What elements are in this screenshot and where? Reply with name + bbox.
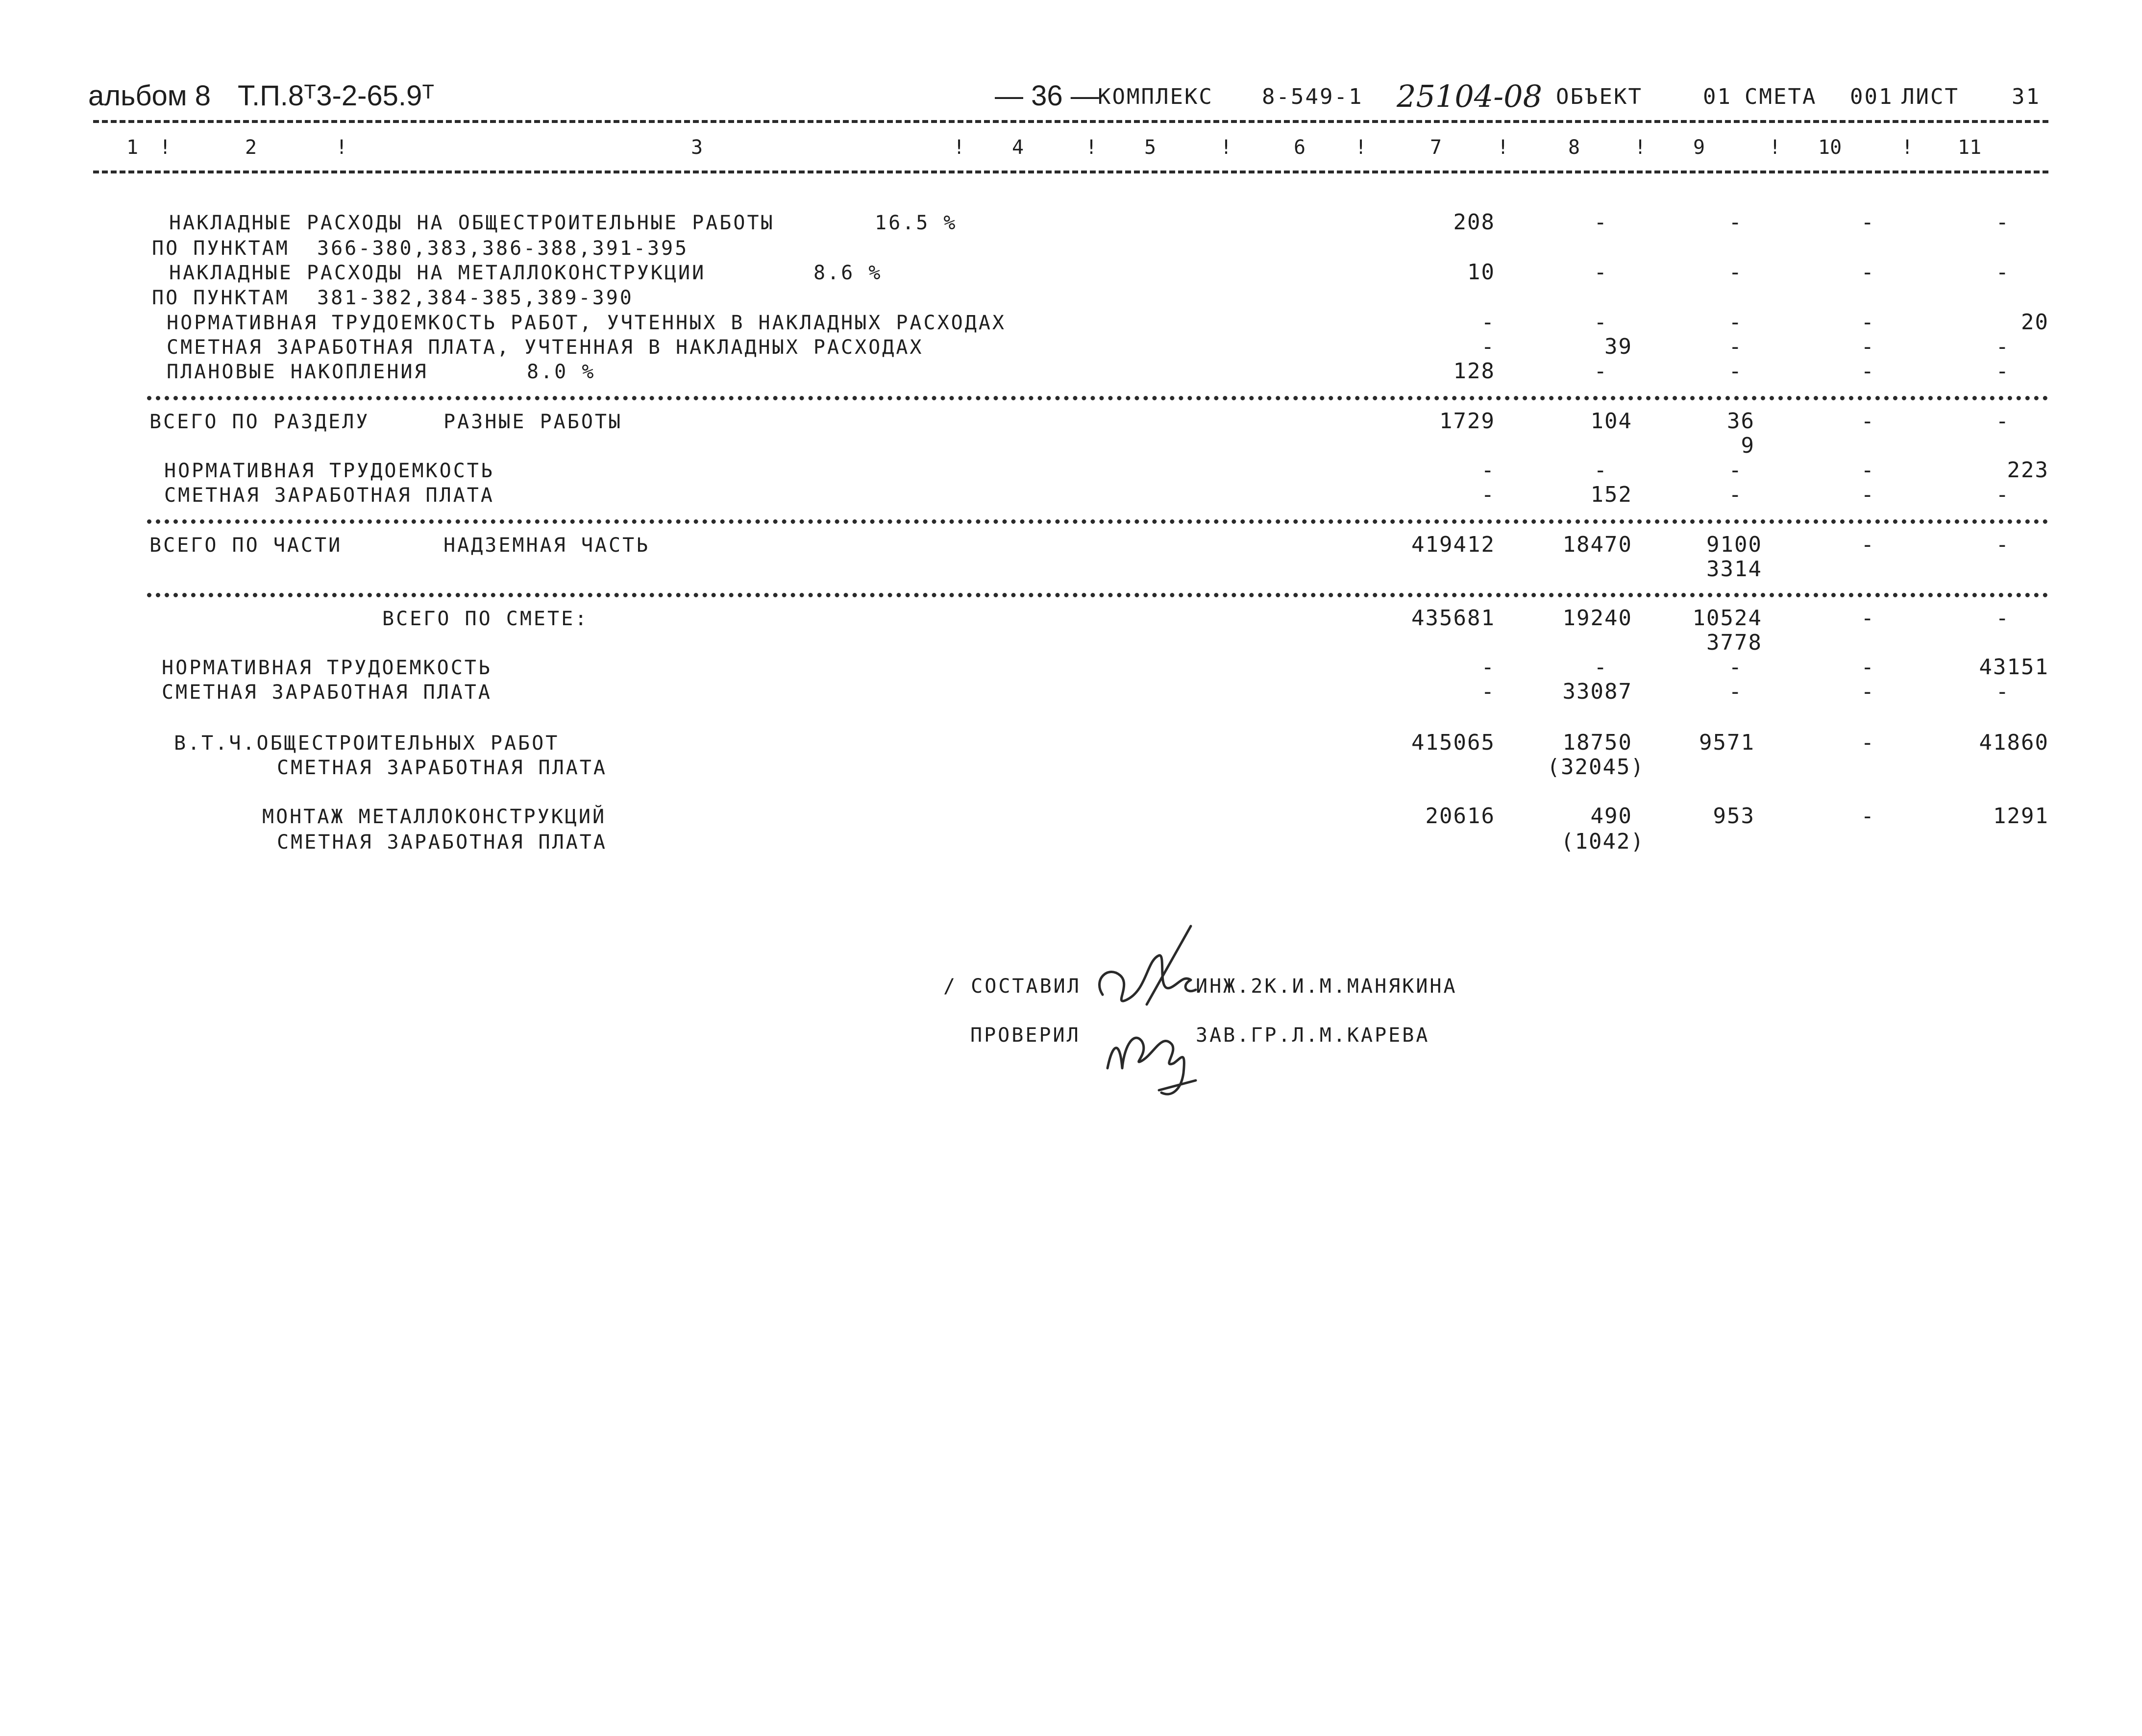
cell-col8: - — [1594, 458, 1608, 483]
column-number-7: 7 — [1430, 136, 1442, 159]
cell-col10: - — [1861, 679, 1875, 704]
cell-col9: 953 — [1713, 804, 1755, 829]
column-number-8: 8 — [1568, 136, 1580, 159]
row-label: НАКЛАДНЫЕ РАСХОДЫ НА ОБЩЕСТРОИТЕЛЬНЫЕ РАБОТЫ — [169, 212, 775, 234]
tp-code: Т.П.8ᵀ3-2-65.9ᵀ — [238, 80, 435, 112]
cell-col9-sub: 3314 — [1706, 557, 1762, 582]
column-separator: ! — [953, 136, 965, 159]
cell-col9: - — [1728, 210, 1743, 235]
cell-col9: - — [1728, 310, 1743, 335]
cell-col10: - — [1861, 359, 1875, 384]
column-number-4: 4 — [1012, 136, 1024, 159]
cell-col7: - — [1481, 679, 1495, 704]
checked-label: ПРОВЕРИЛ — [970, 1024, 1081, 1047]
row-label: НОРМАТИВНАЯ ТРУДОЕМКОСТЬ РАБОТ, УЧТЕННЫХ В НАКЛАДНЫХ РАСХОДАХ — [167, 312, 1007, 334]
cell-col7: 435681 — [1411, 606, 1495, 631]
cell-col8: 152 — [1590, 482, 1632, 507]
row-label: В.Т.Ч.ОБЩЕСТРОИТЕЛЬНЫХ РАБОТ — [174, 732, 560, 755]
album-label: альбом 8 — [88, 80, 211, 112]
cell-col11: - — [1995, 359, 2010, 384]
cell-col8: - — [1594, 210, 1608, 235]
cell-col9: - — [1728, 359, 1743, 384]
header-rule-bottom — [93, 171, 2048, 173]
cell-col10: - — [1861, 310, 1875, 335]
row-percent: 8.0 % — [527, 361, 596, 383]
section-total-label: ВСЕГО ПО РАЗДЕЛУ — [149, 411, 370, 433]
cell-col10: - — [1861, 458, 1875, 483]
cell-col7: 1729 — [1439, 409, 1495, 434]
cell-col9: - — [1728, 655, 1743, 680]
cell-col7: - — [1481, 655, 1495, 680]
cell-col10: - — [1861, 210, 1875, 235]
cell-col7: 208 — [1453, 210, 1495, 235]
complex-label: КОМПЛЕКС — [1098, 84, 1213, 109]
cell-col9: 9100 — [1706, 532, 1762, 557]
cell-col8-sub: (1042) — [1561, 829, 1645, 854]
cell-col9: 10524 — [1692, 606, 1762, 631]
cell-col8-sub: (32045) — [1547, 755, 1645, 780]
checked-by: ЗАВ.ГР.Л.М.КАРЕВА — [1196, 1024, 1430, 1047]
cell-col7: - — [1481, 458, 1495, 483]
list-label: ЛИСТ — [1901, 84, 1959, 109]
cell-col11: - — [1995, 679, 2010, 704]
cell-col9: - — [1728, 482, 1743, 507]
signature-composer-stroke — [1147, 926, 1191, 1004]
column-number-6: 6 — [1294, 136, 1306, 159]
page-number: — 36 — — [995, 80, 1099, 112]
dotted-separator — [147, 519, 2048, 524]
composed-by: ИНЖ.2К.И.М.МАНЯКИНА — [1196, 975, 1457, 998]
cell-col11: - — [1995, 334, 2010, 359]
column-separator: ! — [1634, 136, 1647, 159]
row-label: НОРМАТИВНАЯ ТРУДОЕМКОСТЬ — [162, 657, 492, 679]
cell-col11: - — [1995, 482, 2010, 507]
column-number-3: 3 — [691, 136, 703, 159]
handwritten-signatures — [1073, 921, 1230, 1107]
cell-col7: 415065 — [1411, 730, 1495, 755]
cell-col8: 490 — [1590, 804, 1632, 829]
row-label: СМЕТНАЯ ЗАРАБОТНАЯ ПЛАТА, УЧТЕННАЯ В НАКЛАДНЫХ РАСХОДАХ — [167, 336, 924, 359]
cell-col9-sub: 3778 — [1706, 630, 1762, 655]
part-total-label: ВСЕГО ПО ЧАСТИ — [149, 534, 343, 557]
cell-col9-sub: 9 — [1741, 433, 1755, 458]
cell-col10: - — [1861, 260, 1875, 285]
cell-col11: - — [1995, 606, 2010, 631]
cell-col8: - — [1594, 310, 1608, 335]
row-percent: 16.5 % — [875, 212, 958, 234]
grand-total-label: ВСЕГО ПО СМЕТЕ: — [382, 608, 589, 630]
cell-col10: - — [1861, 804, 1875, 829]
dotted-separator — [147, 396, 2048, 400]
dotted-separator — [147, 593, 2048, 597]
cell-col11: - — [1995, 210, 2010, 235]
column-number-1: 1 — [126, 136, 139, 159]
cell-col7: 10 — [1467, 260, 1495, 285]
row-sublabel: ПО ПУНКТАМ 366-380,383,386-388,391-395 — [152, 237, 689, 260]
cell-col7: - — [1481, 310, 1495, 335]
cell-col8: - — [1594, 655, 1608, 680]
column-separator: ! — [1769, 136, 1781, 159]
cell-col11: 20 — [2021, 310, 2049, 335]
cell-col11: - — [1995, 532, 2010, 557]
part-name: НАДЗЕМНАЯ ЧАСТЬ — [443, 534, 650, 557]
cell-col8: 33087 — [1562, 679, 1632, 704]
cell-col7: 128 — [1453, 359, 1495, 384]
header-rule-top — [93, 120, 2048, 123]
object-number: 01 — [1703, 84, 1732, 109]
cell-col8: 18470 — [1562, 532, 1632, 557]
composed-label: / СОСТАВИЛ — [943, 975, 1081, 998]
column-number-9: 9 — [1693, 136, 1705, 159]
column-separator: ! — [1901, 136, 1914, 159]
column-number-5: 5 — [1144, 136, 1157, 159]
cell-col11: 1291 — [1993, 804, 2049, 829]
signature-composer-stroke — [1099, 955, 1196, 1001]
cell-col8: 18750 — [1562, 730, 1632, 755]
cell-col10: - — [1861, 655, 1875, 680]
row-label: ПЛАНОВЫЕ НАКОПЛЕНИЯ — [167, 361, 428, 383]
cell-col9: 9571 — [1699, 730, 1755, 755]
cell-col11: 223 — [2007, 458, 2049, 483]
row-sublabel: СМЕТНАЯ ЗАРАБОТНАЯ ПЛАТА — [277, 757, 607, 779]
cell-col8: - — [1594, 260, 1608, 285]
cell-col9: - — [1728, 260, 1743, 285]
cell-col8: 39 — [1604, 334, 1632, 359]
cell-col11: - — [1995, 260, 2010, 285]
cell-col10: - — [1861, 532, 1875, 557]
column-separator: ! — [1497, 136, 1509, 159]
column-number-10: 10 — [1818, 136, 1842, 159]
cell-col11: 43151 — [1979, 655, 2049, 680]
list-number: 31 — [2012, 84, 2041, 109]
row-sublabel: ПО ПУНКТАМ 381-382,384-385,389-390 — [152, 287, 634, 309]
cell-col7: - — [1481, 334, 1495, 359]
column-separator: ! — [336, 136, 348, 159]
cell-col8: 19240 — [1562, 606, 1632, 631]
cell-col7: - — [1481, 482, 1495, 507]
handwritten-code: 25104-08 — [1397, 78, 1543, 114]
cell-col10: - — [1861, 730, 1875, 755]
cell-col9: - — [1728, 334, 1743, 359]
row-label: СМЕТНАЯ ЗАРАБОТНАЯ ПЛАТА — [164, 484, 494, 507]
cell-col8: 104 — [1590, 409, 1632, 434]
cell-col7: 419412 — [1411, 532, 1495, 557]
cell-col10: - — [1861, 482, 1875, 507]
column-separator: ! — [159, 136, 172, 159]
cell-col9: - — [1728, 458, 1743, 483]
object-label: ОБЪЕКТ — [1556, 84, 1643, 109]
column-separator: ! — [1220, 136, 1232, 159]
column-number-11: 11 — [1958, 136, 1982, 159]
row-sublabel: СМЕТНАЯ ЗАРАБОТНАЯ ПЛАТА — [277, 831, 607, 854]
cell-col11: 41860 — [1979, 730, 2049, 755]
column-separator: ! — [1355, 136, 1367, 159]
cell-col7: 20616 — [1425, 804, 1495, 829]
smeta-number: 001 — [1850, 84, 1894, 109]
smeta-label: СМЕТА — [1745, 84, 1817, 109]
row-label: СМЕТНАЯ ЗАРАБОТНАЯ ПЛАТА — [162, 681, 492, 704]
column-separator: ! — [1085, 136, 1098, 159]
cell-col10: - — [1861, 334, 1875, 359]
section-name: РАЗНЫЕ РАБОТЫ — [443, 411, 623, 433]
cell-col8: - — [1594, 359, 1608, 384]
column-number-2: 2 — [245, 136, 257, 159]
cell-col9: 36 — [1727, 409, 1755, 434]
cell-col11: - — [1995, 409, 2010, 434]
row-percent: 8.6 % — [813, 262, 883, 284]
row-label: НАКЛАДНЫЕ РАСХОДЫ НА МЕТАЛЛОКОНСТРУКЦИИ — [169, 262, 706, 284]
complex-code: 8-549-1 — [1262, 84, 1363, 109]
row-label: НОРМАТИВНАЯ ТРУДОЕМКОСТЬ — [164, 460, 494, 482]
cell-col10: - — [1861, 409, 1875, 434]
cell-col10: - — [1861, 606, 1875, 631]
row-label: МОНТАЖ МЕТАЛЛОКОНСТРУКЦИЙ — [262, 806, 607, 828]
cell-col9: - — [1728, 679, 1743, 704]
